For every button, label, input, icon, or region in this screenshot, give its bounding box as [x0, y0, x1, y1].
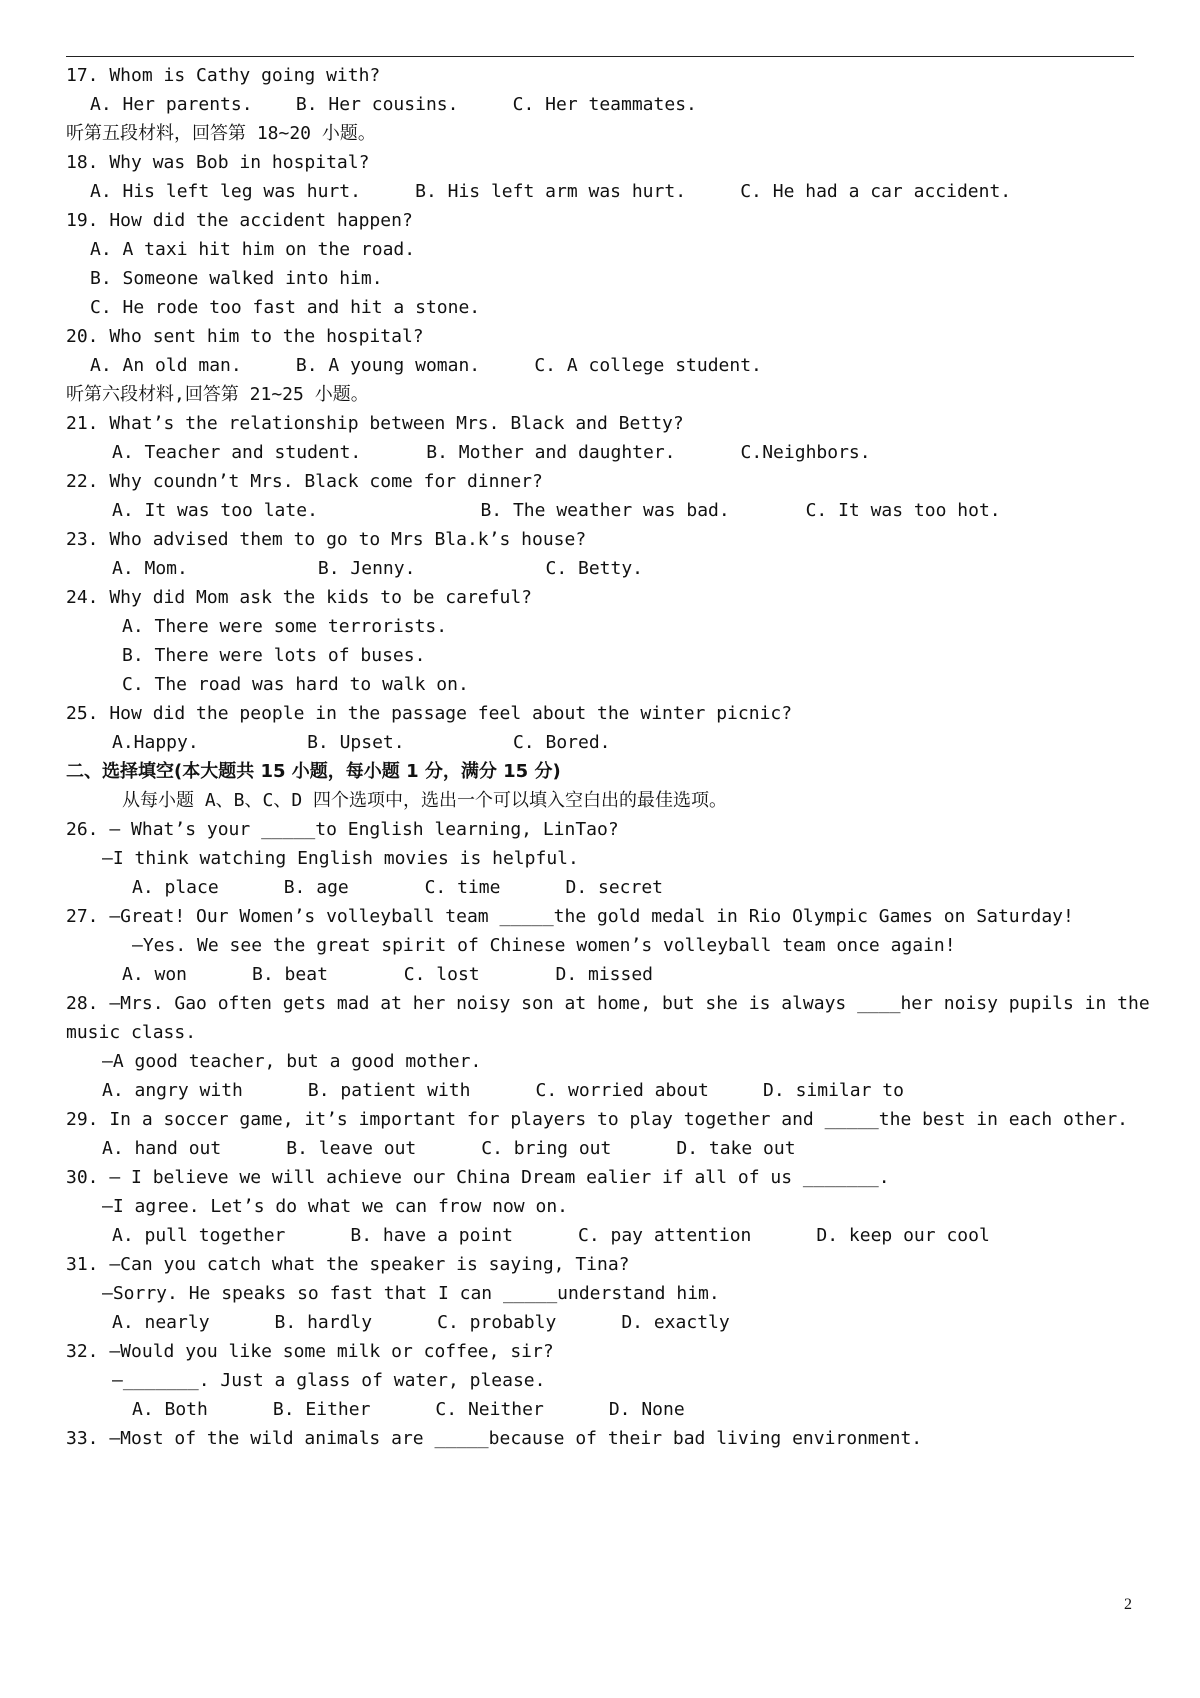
question-21: 21. What’s the relationship between Mrs. Black and Betty?	[66, 413, 684, 434]
question-22: 22. Why coundn’t Mrs. Black come for dinner?	[66, 471, 543, 492]
answer-31: —Sorry. He speaks so fast that I can _____understand him.	[102, 1283, 720, 1304]
answer-30: —I agree. Let’s do what we can frow now on.	[102, 1196, 568, 1217]
answer-27: —Yes. We see the great spirit of Chinese women’s volleyball team once again!	[132, 935, 956, 956]
question-28-cont: music class.	[66, 1022, 197, 1043]
answer-28: —A good teacher, but a good mother.	[102, 1051, 482, 1072]
question-18: 18. Why was Bob in hospital?	[66, 152, 370, 173]
option-19-b: B. Someone walked into him.	[90, 268, 383, 289]
section-title-2: 二、选择填空(本大题共 15 小题，每小题 1 分，满分 15 分)	[66, 761, 561, 782]
question-32: 32. —Would you like some milk or coffee, sir?	[66, 1341, 554, 1362]
question-31: 31. —Can you catch what the speaker is saying, Tina?	[66, 1254, 630, 1275]
option-19-c: C. He rode too fast and hit a stone.	[90, 297, 481, 318]
options-20: A. An old man. B. A young woman. C. A college student.	[90, 355, 762, 376]
header-rule	[66, 56, 1134, 57]
answer-32: —_______. Just a glass of water, please.	[112, 1370, 546, 1391]
options-22: A. It was too late. B. The weather was bad. C. It was too hot.	[112, 500, 1001, 521]
options-27: A. won B. beat C. lost D. missed	[122, 964, 654, 985]
options-23: A. Mom. B. Jenny. C. Betty.	[112, 558, 644, 579]
question-19: 19. How did the accident happen?	[66, 210, 413, 231]
question-20: 20. Who sent him to the hospital?	[66, 326, 424, 347]
question-25: 25. How did the people in the passage feel about the winter picnic?	[66, 703, 793, 724]
options-18: A. His left leg was hurt. B. His left arm was hurt. C. He had a car accident.	[90, 181, 1012, 202]
section-instruction-2: 从每小题 A、B、C、D 四个选项中，选出一个可以填入空白出的最佳选项。	[122, 790, 728, 811]
options-25: A.Happy. B. Upset. C. Bored.	[112, 732, 611, 753]
question-27: 27. —Great! Our Women’s volleyball team _____the gold medal in Rio Olympic Games on Saturday!	[66, 906, 1074, 927]
option-24-a: A. There were some terrorists.	[122, 616, 448, 637]
question-26: 26. — What’s your _____to English learning, LinTao?	[66, 819, 619, 840]
options-29: A. hand out B. leave out C. bring out D. take out	[102, 1138, 796, 1159]
option-24-c: C. The road was hard to walk on.	[122, 674, 469, 695]
options-31: A. nearly B. hardly C. probably D. exactly	[112, 1312, 730, 1333]
options-21: A. Teacher and student. B. Mother and daughter. C.Neighbors.	[112, 442, 871, 463]
section-instruction-5: 听第五段材料，回答第 18~20 小题。	[66, 123, 376, 144]
question-29: 29. In a soccer game, it’s important for players to play together and _____the best in each other.	[66, 1109, 1129, 1130]
options-28: A. angry with B. patient with C. worried about D. similar to	[102, 1080, 904, 1101]
option-24-b: B. There were lots of buses.	[122, 645, 426, 666]
options-17: A. Her parents. B. Her cousins. C. Her teammates.	[90, 94, 697, 115]
answer-26: —I think watching English movies is helpful.	[102, 848, 579, 869]
option-19-a: A. A taxi hit him on the road.	[90, 239, 416, 260]
question-30: 30. — I believe we will achieve our China Dream ealier if all of us _______.	[66, 1167, 890, 1188]
options-32: A. Both B. Either C. Neither D. None	[132, 1399, 685, 1420]
question-17: 17. Whom is Cathy going with?	[66, 65, 381, 86]
section-instruction-6: 听第六段材料,回答第 21~25 小题。	[66, 384, 369, 405]
question-23: 23. Who advised them to go to Mrs Bla.k’s house?	[66, 529, 587, 550]
options-26: A. place B. age C. time D. secret	[132, 877, 664, 898]
question-24: 24. Why did Mom ask the kids to be careful?	[66, 587, 532, 608]
options-30: A. pull together B. have a point C. pay attention D. keep our cool	[112, 1225, 990, 1246]
page-number: 2	[1124, 1596, 1132, 1613]
question-33: 33. —Most of the wild animals are _____because of their bad living environment.	[66, 1428, 923, 1449]
question-28: 28. —Mrs. Gao often gets mad at her noisy son at home, but she is always ____her noisy pupils in the	[66, 993, 1150, 1014]
